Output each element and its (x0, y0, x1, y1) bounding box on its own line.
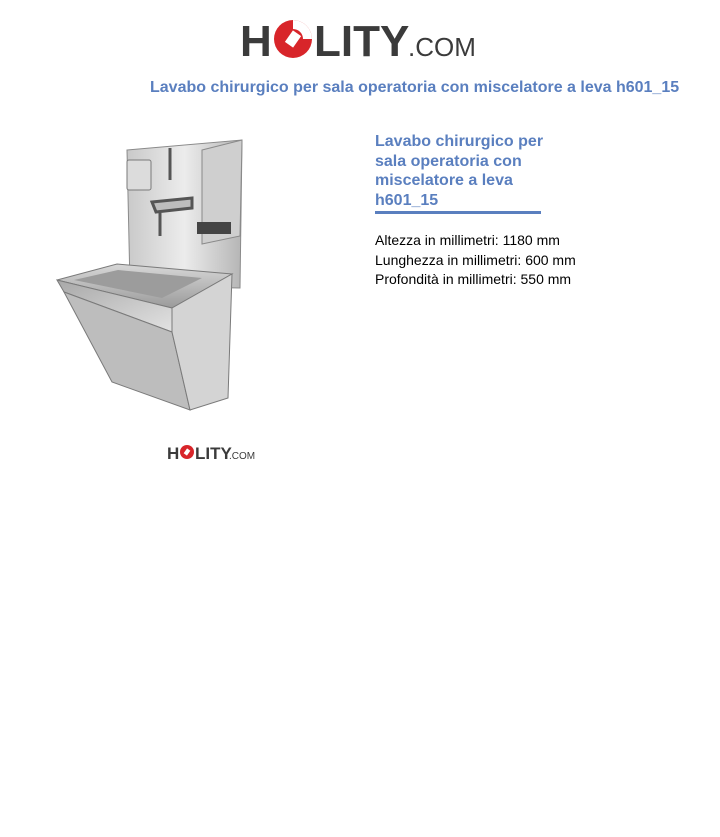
logo-suffix-com: .COM (408, 32, 476, 62)
logo-small-suffix-com: .COM (229, 451, 256, 462)
logo-letters-lity: LITY (314, 17, 410, 66)
spec-length (375, 251, 705, 271)
spec-height-label: Altezza in millimetri: (375, 232, 499, 248)
spec-depth-value: 550 mm (520, 271, 572, 287)
spec-depth (375, 270, 705, 290)
spec-height (375, 231, 705, 251)
heading-underline (375, 211, 541, 214)
side-dispenser-box (197, 222, 231, 234)
page-title: Lavabo chirurgico per sala operatoria con miscelatore a leva h601_15 (150, 79, 680, 96)
holity-logo[interactable] (240, 12, 480, 66)
product-image[interactable] (52, 136, 252, 416)
spec-height-value: 1180 mm (502, 232, 560, 248)
logo-o-emblem (274, 20, 312, 58)
spec-depth-label: Profondità in millimetri: (375, 271, 517, 287)
logo-small-letter-h: H (167, 444, 180, 463)
spec-length-label: Lunghezza in millimetri: (375, 251, 522, 268)
spec-length-value: 600 mm (525, 251, 576, 268)
holity-logo-small (167, 441, 257, 463)
spec-list (375, 231, 705, 290)
logo-small-letters-lity: LITY (195, 444, 232, 463)
product-details (375, 132, 705, 290)
soap-dispenser (127, 160, 151, 190)
logo-letter-h: H (240, 17, 272, 66)
product-heading-link[interactable]: Lavabo chirurgico per sala operatoria con miscelatore a leva h601_15 (375, 133, 544, 209)
